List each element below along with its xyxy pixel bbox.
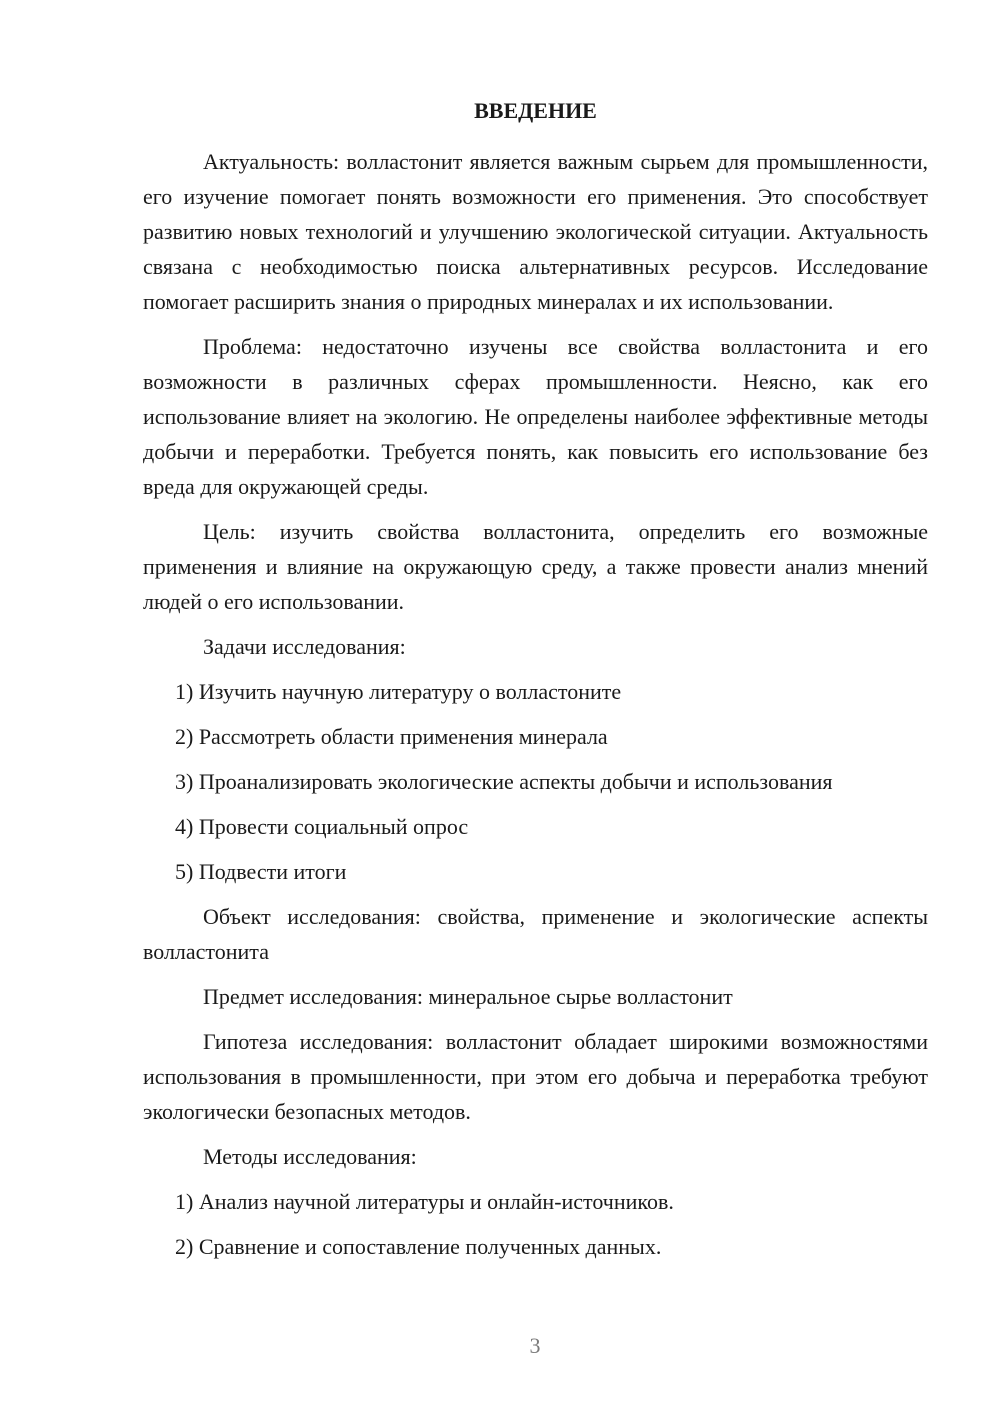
page-title: ВВЕДЕНИЕ (474, 98, 597, 123)
method-item: 1) Анализ научной литературы и онлайн-источников. (175, 1189, 674, 1214)
problem-paragraph: Проблема: недостаточно изучены все свойства волластонита и его возможности в различных сферах промышленности. Неясно, как его использование влияет на экологию. Не определены наиболее эффективные методы добычи и переработки. Требуется понять, как повысить его использование без вреда для окружающей среды. (143, 334, 928, 499)
methods-title: Методы исследования: (203, 1144, 417, 1169)
tasks-title: Задачи исследования: (203, 634, 406, 659)
task-item: 5) Подвести итоги (175, 859, 347, 884)
relevance-paragraph: Актуальность: волластонит является важным сырьем для промышленности, его изучение помогает понять возможности его применения. Это способствует развитию новых технологий и улучшению экологической ситуации. Актуальность связана с необходимостью поиска альтернативных ресурсов. Исследование помогает расширить знания о природных минералах и их использовании. (143, 149, 928, 314)
hypothesis-paragraph: Гипотеза исследования: волластонит обладает широкими возможностями использования в промышленности, при этом его добыча и переработка требуют экологически безопасных методов. (143, 1029, 928, 1124)
task-item: 3) Проанализировать экологические аспекты добычи и использования (175, 769, 833, 794)
document-page (143, 96, 928, 1274)
page-number: 3 (529, 1333, 541, 1358)
task-item: 2) Рассмотреть области применения минерала (175, 724, 608, 749)
object-paragraph: Объект исследования: свойства, применение и экологические аспекты волластонита (143, 904, 928, 964)
task-item: 4) Провести социальный опрос (175, 814, 469, 839)
task-item: 1) Изучить научную литературу о волластоните (175, 679, 622, 704)
goal-paragraph: Цель: изучить свойства волластонита, определить его возможные применения и влияние на окружающую среду, а также провести анализ мнений людей о его использовании. (143, 519, 928, 614)
method-item: 2) Сравнение и сопоставление полученных данных. (175, 1234, 662, 1259)
subject-paragraph: Предмет исследования: минеральное сырье волластонит (203, 984, 733, 1009)
